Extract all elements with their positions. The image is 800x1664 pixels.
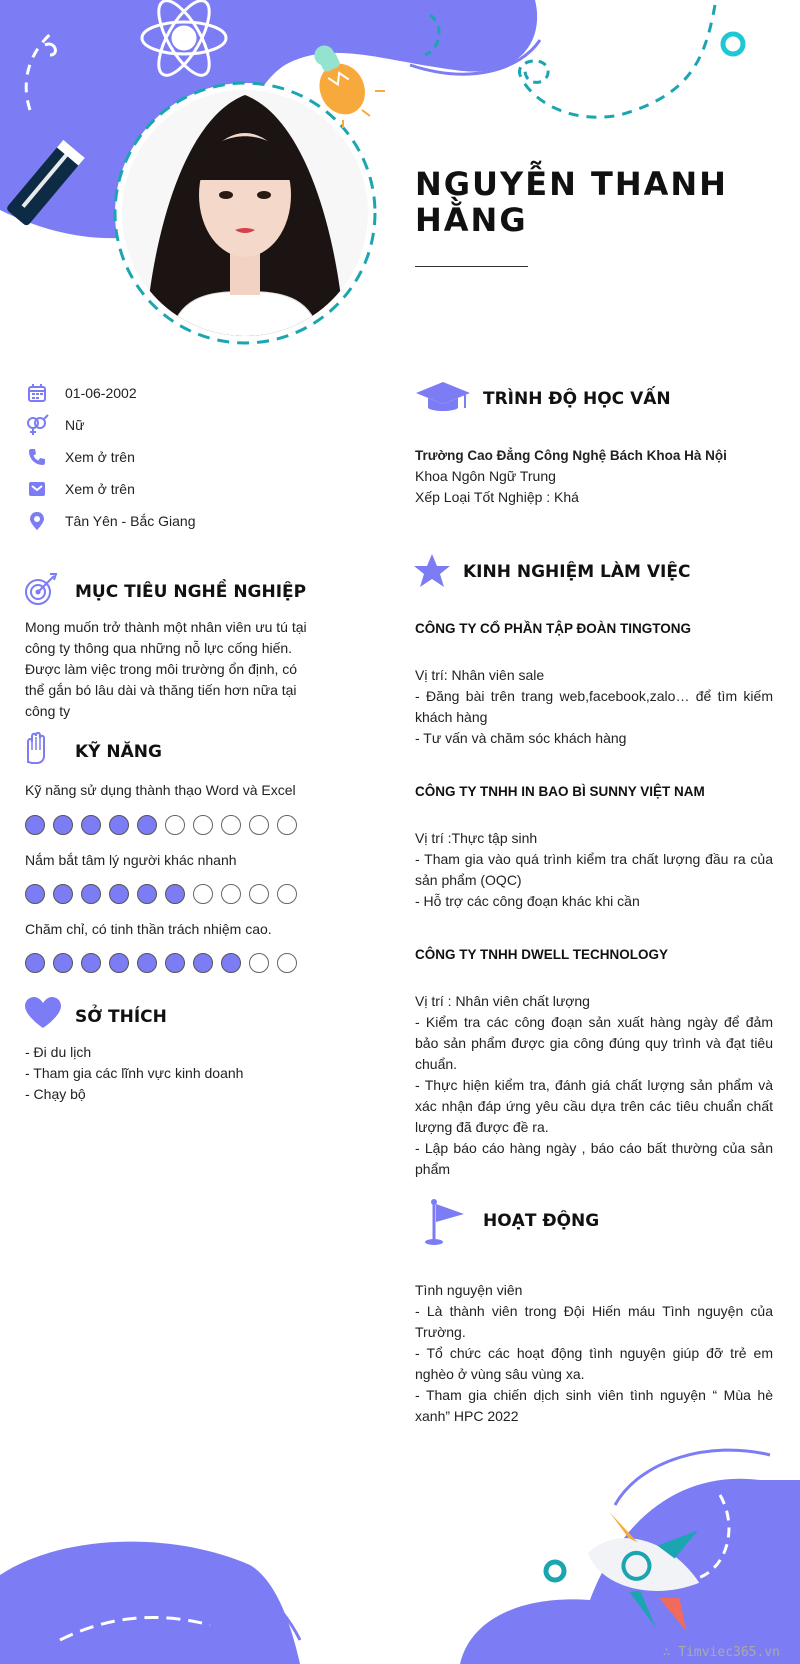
- rating-dot-filled: [25, 884, 45, 904]
- rating-dot-filled: [81, 884, 101, 904]
- rating-dot-empty: [249, 884, 269, 904]
- objective-text: Mong muốn trở thành một nhân viên ưu tú tại công ty thông qua những nỗ lực cống hiến. Được làm việc trong môi trường ổn định, có thể gắn bó lâu dài và thăng tiến hơn nữa tại công ty: [25, 619, 307, 719]
- info-address: [25, 508, 195, 534]
- skill-label: Kỹ năng sử dụng thành thạo Word và Excel: [25, 782, 296, 798]
- location-pin-icon: [25, 509, 49, 533]
- rating-dot-filled: [221, 953, 241, 973]
- heart-icon: [24, 997, 62, 1034]
- info-gender: [25, 412, 84, 438]
- rating-dot-filled: [137, 953, 157, 973]
- phone-value: Xem ở trên: [65, 449, 135, 465]
- education-grade: Xếp Loại Tốt Nghiệp : Khá: [415, 489, 579, 505]
- rating-dot-filled: [137, 815, 157, 835]
- skill-label: Nắm bắt tâm lý người khác nhanh: [25, 852, 237, 868]
- company-name: CÔNG TY TNHH DWELL TECHNOLOGY: [415, 947, 668, 962]
- rating-dot-filled: [81, 953, 101, 973]
- experience-title: KINH NGHIỆM LÀM VIỆC: [463, 562, 691, 582]
- candidate-name: NGUYỄN THANH HẰNG: [415, 165, 728, 239]
- hobby-item: - Đi du lịch: [25, 1044, 92, 1060]
- hobbies-title: SỞ THÍCH: [75, 1007, 167, 1027]
- company-name: CÔNG TY TNHH IN BAO BÌ SUNNY VIỆT NAM: [415, 784, 705, 799]
- skill-rating: [25, 953, 297, 973]
- info-birthday: [25, 380, 137, 406]
- hobby-item: - Tham gia các lĩnh vực kinh doanh: [25, 1065, 244, 1081]
- rating-dot-filled: [137, 884, 157, 904]
- rating-dot-filled: [165, 884, 185, 904]
- rating-dot-empty: [249, 953, 269, 973]
- rating-dot-filled: [193, 953, 213, 973]
- gender-value: Nữ: [65, 417, 85, 433]
- activities-text: Tình nguyện viên - Là thành viên trong Đội Hiến máu Tình nguyện của Trường. - Tổ chức các hoạt động tình nguyện giúp đỡ trẻ em nghèo ở vùng sâu vùng xa. - Tham gia chiến dịch sinh viên tình nguyện “ Mùa hè xanh” HPC 2022: [415, 1282, 773, 1424]
- rating-dot-empty: [193, 884, 213, 904]
- rating-dot-empty: [221, 815, 241, 835]
- skill-rating: [25, 815, 297, 835]
- rating-dot-empty: [277, 884, 297, 904]
- skills-title: KỸ NĂNG: [75, 742, 162, 762]
- company-name: CÔNG TY CỔ PHẦN TẬP ĐOÀN TINGTONG: [415, 621, 692, 636]
- education-faculty: Khoa Ngôn Ngữ Trung: [415, 468, 556, 484]
- rating-dot-filled: [109, 884, 129, 904]
- name-underline: [415, 266, 528, 267]
- flag-icon: [420, 1198, 466, 1251]
- activities-title: HOẠT ĐỘNG: [483, 1211, 600, 1231]
- rating-dot-empty: [277, 815, 297, 835]
- rating-dot-empty: [165, 815, 185, 835]
- gender-icon: [25, 413, 49, 437]
- rating-dot-filled: [109, 953, 129, 973]
- target-icon: [24, 572, 58, 611]
- address-value: Tân Yên - Bắc Giang: [65, 513, 196, 529]
- birthday-value: 01-06-2002: [65, 385, 137, 401]
- info-phone: [25, 444, 135, 470]
- education-title: TRÌNH ĐỘ HỌC VẤN: [483, 389, 671, 409]
- rating-dot-filled: [25, 815, 45, 835]
- info-email: [25, 476, 135, 502]
- ring-icon: [546, 1562, 564, 1580]
- job-description: Vị trí: Nhân viên sale - Đăng bài trên trang web,facebook,zalo… để tìm kiếm khách hàng - Tư vấn và chăm sóc khách hàng: [415, 667, 773, 746]
- rating-dot-empty: [249, 815, 269, 835]
- email-value: Xem ở trên: [65, 481, 135, 497]
- school-name: Trường Cao Đẳng Công Nghệ Bách Khoa Hà Nội: [415, 448, 727, 463]
- email-icon: [25, 477, 49, 501]
- ring-icon: [723, 34, 743, 54]
- rating-dot-filled: [53, 815, 73, 835]
- rating-dot-empty: [277, 953, 297, 973]
- rating-dot-filled: [109, 815, 129, 835]
- job-description: Vị trí :Thực tập sinh - Tham gia vào quá trình kiểm tra chất lượng đầu ra của sản phẩm (OQC) - Hỗ trợ các công đoạn khác khi cần: [415, 830, 773, 909]
- rating-dot-filled: [165, 953, 185, 973]
- job-description: Vị trí : Nhân viên chất lượng - Kiểm tra các công đoạn sản xuất hàng ngày để đảm bảo sản phẩm được gia công đúng quy trình và đạt tiêu chuẩn. - Thực hiện kiểm tra, đánh giá chất lượng sản phẩm và xác nhận đáp ứng yêu cầu dựa trên các tiêu chuẩn chất lượng đã được đề ra. - Lập báo cáo hàng ngày , báo cáo bất thường của sản phẩm: [415, 993, 773, 1177]
- graduation-cap-icon: [415, 380, 471, 419]
- calendar-icon: [25, 381, 49, 405]
- rating-dot-filled: [81, 815, 101, 835]
- skill-rating: [25, 884, 297, 904]
- rating-dot-filled: [53, 953, 73, 973]
- star-icon: [413, 553, 451, 594]
- rating-dot-filled: [25, 953, 45, 973]
- objective-title: MỤC TIÊU NGHỀ NGHIỆP: [75, 582, 307, 602]
- watermark: ∴ Timviec365.vn: [662, 1645, 780, 1660]
- hand-icon: [24, 732, 48, 771]
- rating-dot-filled: [53, 884, 73, 904]
- hobby-item: - Chạy bộ: [25, 1086, 86, 1102]
- skill-label: Chăm chỉ, có tinh thần trách nhiệm cao.: [25, 921, 272, 937]
- rating-dot-empty: [193, 815, 213, 835]
- rating-dot-empty: [221, 884, 241, 904]
- phone-icon: [25, 445, 49, 469]
